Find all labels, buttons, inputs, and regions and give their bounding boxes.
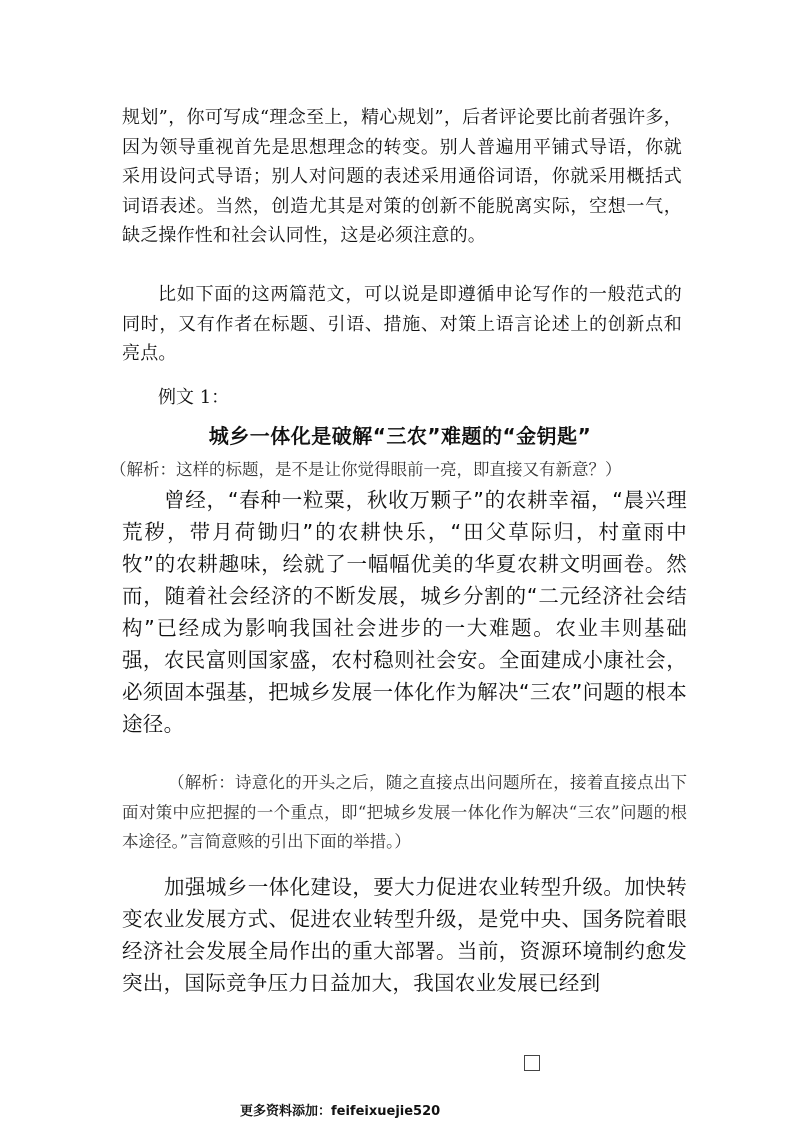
analysis-note-1: （解析：诗意化的开头之后，随之直接点出问题所在，接着直接点出下面对策中应把握的一个重点，即“把城乡发展一体化作为解决“三农”问题的根本途径。”言简意赅的引出下面的举措。） xyxy=(122,773,687,851)
essay-body-paragraph-2: 加强城乡一体化建设，要大力促进农业转型升级。加快转变农业发展方式、促进农业转型升级，是党中央、国务院着眼经济社会发展全局作出的重大部署。当前，资源环境制约愈发突出，国际竞争压力日益加大，我国农业发展已经到 xyxy=(122,875,687,995)
example-label: 例文 1： xyxy=(158,387,230,408)
footer-contact: 更多资料添加：feifeixuejie520 xyxy=(240,1104,441,1119)
essay-title: 城乡一体化是破解“三农”难题的“金钥匙” xyxy=(208,424,592,448)
essay-body-paragraph-1: 曾经，“春种一粒粟，秋收万颗子”的农耕幸福，“晨兴理荒秽，带月荷锄归”的农耕快乐，“田父草际归，村童雨中牧”的农耕趣味，绘就了一幅幅优美的华夏农耕文明画卷。然而，随着社会经济的不断发展，城乡分割的“二元经济社会结构”已经成为影响我国社会进步的一大难题。农业丰则基础强，农民富则国家盛，农村稳则社会安。全面建成小康社会，必须固本强基，把城乡发展一体化作为解决“三农”问题的根本途径。 xyxy=(122,488,687,736)
intro-paragraph: 规划”，你可写成“理念至上，精心规划”，后者评论要比前者强许多，因为领导重视首先是思想理念的转变。别人普遍用平铺式导语，你就采用设问式导语；别人对问题的表述采用通俗词语，你就采用概括式词语表述。当然，创造尤其是对策的创新不能脱离实际，空想一气，缺乏操作性和社会认同性，这是必须注意的。 xyxy=(122,107,682,246)
second-paragraph: 比如下面的这两篇范文，可以说是即遵循申论写作的一般范式的同时，又有作者在标题、引语、措施、对策上语言论述上的创新点和亮点。 xyxy=(122,284,682,364)
checkbox-icon[interactable] xyxy=(524,1055,540,1071)
title-analysis-note: （解析：这样的标题，是不是让你觉得眼前一亮，即直接又有新意？） xyxy=(110,460,622,479)
